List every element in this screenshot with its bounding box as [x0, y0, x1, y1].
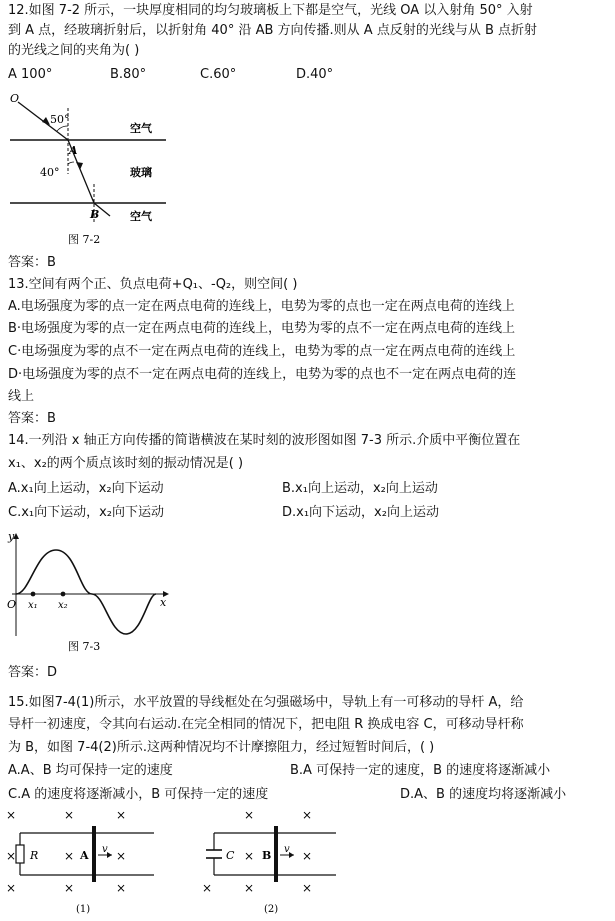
caption-1: (1) — [76, 904, 91, 915]
q12-option-a: A 100° — [8, 67, 53, 82]
q15-option-d: D.A、B 的速度均将逐渐减小 — [400, 787, 567, 802]
figure-7-4 — [4, 806, 344, 920]
label-v-1: v — [102, 844, 108, 855]
q12-answer: 答案：B — [8, 255, 56, 270]
label-a: A — [69, 144, 78, 157]
q15-option-c: C.A 的速度将逐渐减小，B 可保持一定的速度 — [8, 787, 269, 802]
label-o: O — [10, 92, 20, 105]
q13-option-c: C·电场强度为零的点不一定在两点电荷的连线上，电势为零的点一定在两点电荷的连线上 — [8, 344, 516, 359]
label-r: R — [30, 849, 39, 862]
q12-option-d: D.40° — [296, 67, 334, 82]
label-air-bottom: 空气 — [130, 210, 152, 223]
q15-stem-line-3: 为 B，如图 7-4(2)所示.这两种情况均不计摩擦阻力，经过短暂时间后，( ) — [8, 740, 435, 755]
caption-figure-7-3: 图 7-3 — [68, 640, 101, 653]
q13-option-d-cont: 线上 — [8, 389, 35, 404]
q13-answer: 答案：B — [8, 411, 56, 426]
svg-text:×: × — [302, 849, 313, 863]
svg-text:×: × — [6, 849, 17, 863]
svg-text:×: × — [244, 881, 255, 895]
label-angle-50: 50° — [50, 113, 70, 126]
refracted-arrow — [76, 162, 83, 170]
svg-text:×: × — [302, 881, 313, 895]
label-x1: x₁ — [28, 600, 38, 611]
q14-option-a: A.x₁向上运动，x₂向下运动 — [8, 481, 164, 496]
q14-stem-line-1: 14.一列沿 x 轴正方向传播的简谐横波在某时刻的波形图如图 7-3 所示.介质中平衡位置在 — [8, 433, 521, 448]
q12-option-b: B.80° — [110, 67, 147, 82]
q15-stem-line-1: 15.如图7-4(1)所示，水平放置的导线框处在匀强磁场中，导轨上有一可移动的导杆 A，给 — [8, 695, 524, 710]
svg-text:×: × — [244, 808, 255, 822]
caption-figure-7-2: 图 7-2 — [68, 233, 101, 246]
svg-text:×: × — [6, 808, 17, 822]
q14-option-d: D.x₁向下运动，x₂向上运动 — [282, 505, 439, 520]
label-b-rod: B — [262, 849, 272, 862]
svg-text:×: × — [64, 808, 75, 822]
svg-text:×: × — [302, 808, 313, 822]
q15-option-b: B.A 可保持一定的速度，B 的速度将逐渐减小 — [290, 763, 551, 778]
q12-stem-line-2: 到 A 点，经玻璃折射后，以折射角 40° 沿 AB 方向传播.则从 A 点反射的光线与从 B 点折射 — [8, 23, 538, 38]
q12-option-c: C.60° — [200, 67, 237, 82]
angle-arc-40 — [68, 162, 74, 164]
q14-answer: 答案：D — [8, 665, 58, 680]
q13-option-a: A.电场强度为零的点一定在两点电荷的连线上，电势为零的点也一定在两点电荷的连线上 — [8, 299, 515, 314]
svg-text:×: × — [6, 881, 17, 895]
q13-option-b: B·电场强度为零的点一定在两点电荷的连线上，电势为零的点不一定在两点电荷的连线上 — [8, 321, 516, 336]
label-b: B — [90, 208, 100, 221]
q12-stem-line-3: 的光线之间的夹角为( ) — [8, 43, 140, 58]
q15-stem-line-2: 导杆一初速度，令其向右运动.在完全相同的情况下，把电阻 R 换成电容 C，可移动导杆称 — [8, 717, 524, 732]
q13-stem: 13.空间有两个正、负点电荷+Q₁、-Q₂，则空间( ) — [8, 277, 298, 292]
label-v-2: v — [284, 844, 290, 855]
figure-7-3 — [6, 526, 176, 656]
svg-text:×: × — [116, 881, 127, 895]
caption-2: (2) — [264, 904, 279, 915]
label-x-axis: x — [160, 596, 167, 609]
wave-curve — [16, 550, 156, 634]
svg-text:×: × — [116, 808, 127, 822]
q13-option-d: D·电场强度为零的点不一定在两点电荷的连线上，电势为零的点也不一定在两点电荷的连 — [8, 367, 517, 382]
svg-text:×: × — [116, 849, 127, 863]
svg-text:×: × — [64, 881, 75, 895]
svg-text:×: × — [202, 881, 213, 895]
q14-option-b: B.x₁向上运动，x₂向上运动 — [282, 481, 438, 496]
label-y-axis: y — [8, 530, 15, 543]
particle-x1 — [31, 592, 36, 597]
label-x2: x₂ — [58, 600, 68, 611]
q14-stem-line-2: x₁、x₂的两个质点该时刻的振动情况是( ) — [8, 456, 244, 471]
particle-x2 — [61, 592, 66, 597]
label-glass: 玻璃 — [130, 166, 152, 179]
q12-stem-line-1: 12.如图 7-2 所示，一块厚度相同的均匀玻璃板上下都是空气，光线 OA 以入射角 50° 入射 — [8, 3, 533, 18]
rod-b — [274, 826, 278, 882]
rod-a — [92, 826, 96, 882]
label-air-top: 空气 — [130, 122, 152, 135]
svg-text:×: × — [64, 849, 75, 863]
figure-7-2 — [6, 90, 176, 250]
svg-text:×: × — [244, 849, 255, 863]
label-angle-40: 40° — [40, 166, 60, 179]
angle-arc-50 — [57, 126, 68, 131]
label-a-rod: A — [80, 849, 89, 862]
label-origin: O — [7, 598, 17, 611]
label-c: C — [226, 849, 235, 862]
q15-option-a: A.A、B 均可保持一定的速度 — [8, 763, 173, 778]
q14-option-c: C.x₁向下运动，x₂向下运动 — [8, 505, 165, 520]
resistor-r — [16, 845, 24, 863]
